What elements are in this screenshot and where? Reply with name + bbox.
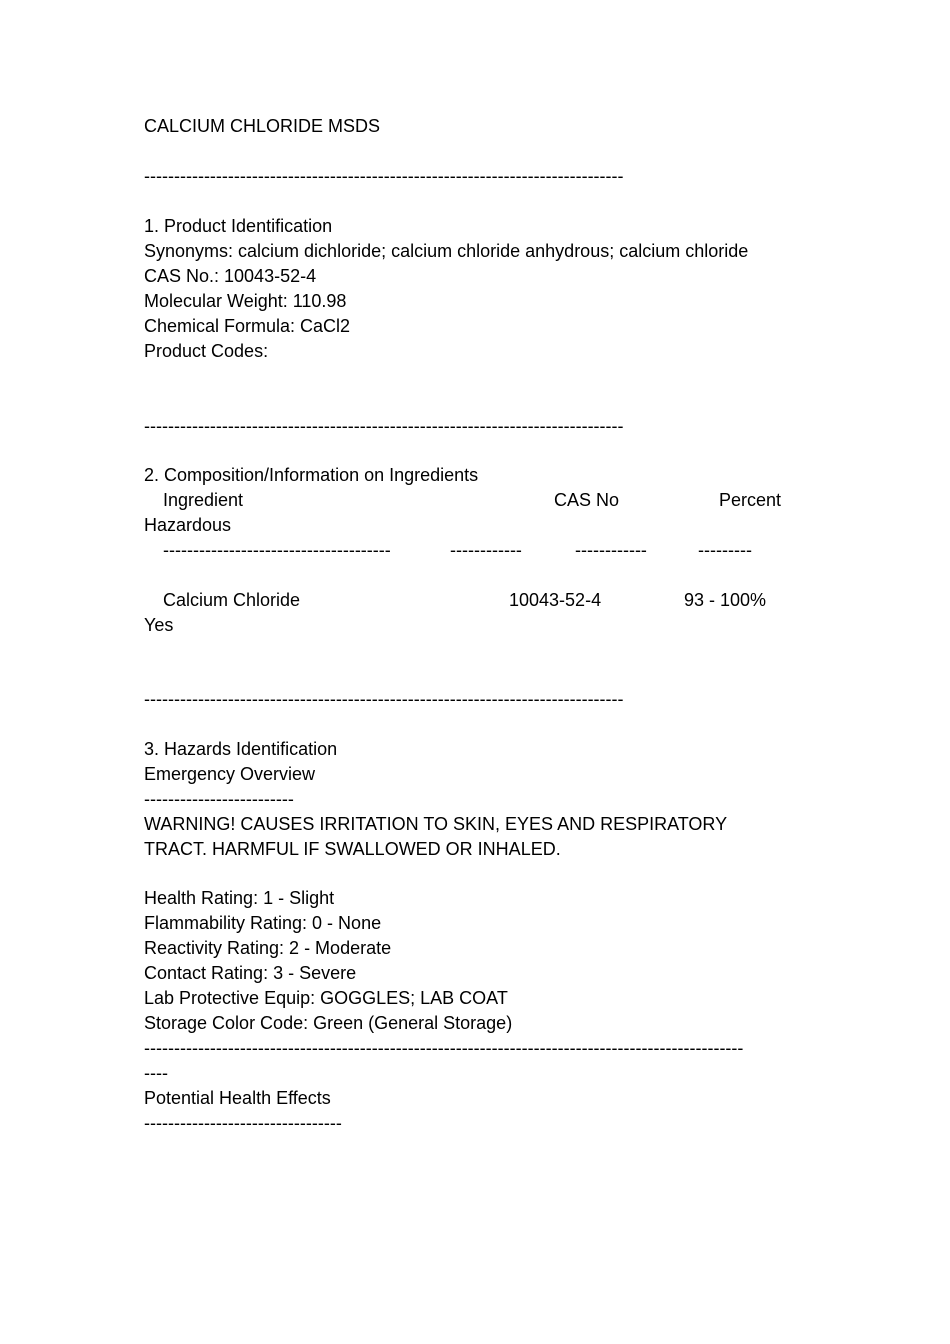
cas-line: CAS No.: 10043-52-4 xyxy=(144,266,317,286)
lab-protective-equip: Lab Protective Equip: GOGGLES; LAB COAT xyxy=(144,988,508,1008)
separator: -------------------------------------------------------------------------------- xyxy=(144,416,624,436)
header-percent: Percent xyxy=(719,490,782,510)
row-percent: 93 - 100% xyxy=(684,590,767,610)
emergency-underline: ------------------------- xyxy=(144,789,294,809)
contact-rating: Contact Rating: 3 - Severe xyxy=(144,963,357,983)
separator-long: ---------------------------------------------------------------------------------------------------- xyxy=(144,1038,744,1058)
header-ingredient: Ingredient xyxy=(163,490,244,510)
row-cas-no: 10043-52-4 xyxy=(509,590,602,610)
potential-health-effects-heading: Potential Health Effects xyxy=(144,1088,331,1108)
dash-ingredient: -------------------------------------- xyxy=(163,540,391,560)
dash-hazardous: --------- xyxy=(698,540,752,560)
health-effects-underline: --------------------------------- xyxy=(144,1113,342,1133)
dash-percent: ------------ xyxy=(575,540,647,560)
storage-color-code: Storage Color Code: Green (General Storage) xyxy=(144,1013,513,1033)
separator: -------------------------------------------------------------------------------- xyxy=(144,689,624,709)
reactivity-rating: Reactivity Rating: 2 - Moderate xyxy=(144,938,392,958)
dash-cas-no: ------------ xyxy=(450,540,522,560)
header-cas-no: CAS No xyxy=(554,490,620,510)
flammability-rating: Flammability Rating: 0 - None xyxy=(144,913,382,933)
section1-heading: 1. Product Identification xyxy=(144,216,333,236)
header-hazardous: Hazardous xyxy=(144,515,232,535)
section2-heading: 2. Composition/Information on Ingredients xyxy=(144,465,479,485)
document-title: CALCIUM CHLORIDE MSDS xyxy=(144,116,381,136)
molecular-weight-line: Molecular Weight: 110.98 xyxy=(144,291,347,311)
row-hazardous: Yes xyxy=(144,615,174,635)
health-rating: Health Rating: 1 - Slight xyxy=(144,888,335,908)
warning-line-2: TRACT. HARMFUL IF SWALLOWED OR INHALED. xyxy=(144,839,561,859)
synonyms-line: Synonyms: calcium dichloride; calcium chloride anhydrous; calcium chloride xyxy=(144,241,749,261)
warning-line-1: WARNING! CAUSES IRRITATION TO SKIN, EYES AND RESPIRATORY xyxy=(144,814,728,834)
emergency-overview-heading: Emergency Overview xyxy=(144,764,316,784)
product-codes-line: Product Codes: xyxy=(144,341,269,361)
formula-line: Chemical Formula: CaCl2 xyxy=(144,316,351,336)
row-ingredient: Calcium Chloride xyxy=(163,590,301,610)
separator-long-tail: ---- xyxy=(144,1063,168,1083)
section3-heading: 3. Hazards Identification xyxy=(144,739,338,759)
separator: -------------------------------------------------------------------------------- xyxy=(144,166,624,186)
